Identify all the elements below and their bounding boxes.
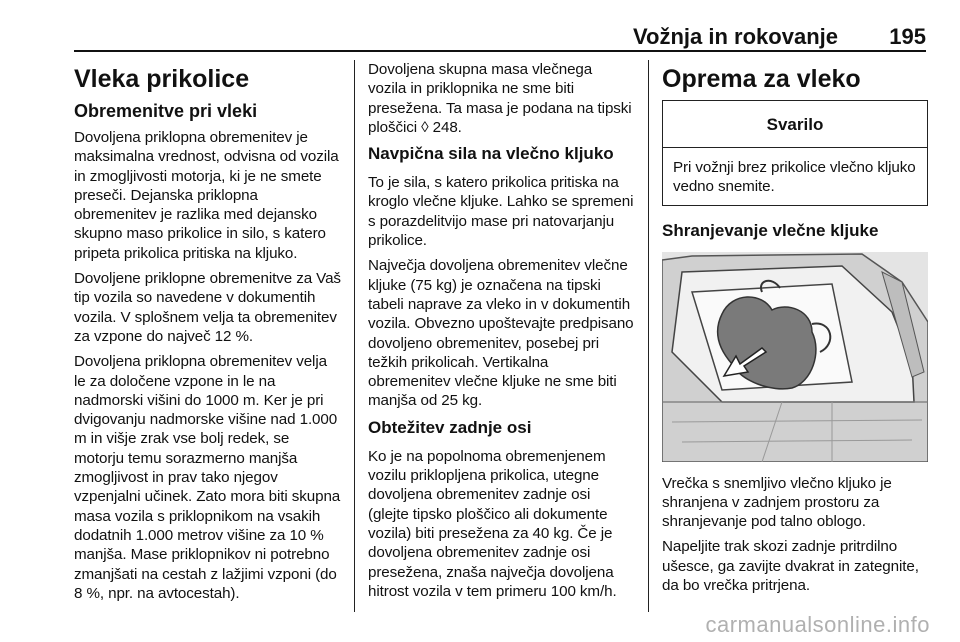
warning-text: Pri vožnji brez prikolice vlečno kljuko vedno snemite. (673, 159, 916, 196)
heading-rear-axle-load: Obtežitev zadnje osi (368, 417, 532, 437)
column-1 (74, 60, 342, 609)
heading-towing: Vleka prikolice (74, 65, 250, 93)
column-divider (648, 60, 649, 612)
heading-towing-equipment: Oprema za vleko (662, 65, 861, 93)
warning-box (662, 100, 928, 206)
heading-vertical-load: Navpična sila na vlečno kljuko (368, 144, 614, 164)
subheading-loads: Obremenitve pri vleki (74, 101, 258, 121)
paragraph: Vrečka s snemljivo vlečno kljuko je shranjena v zadnjem prostoru za shranjevanje pod talno oblogo. (662, 474, 892, 531)
column-3 (662, 60, 928, 601)
warning-body (663, 148, 927, 205)
paragraph: Napeljite trak skozi zadnje pritrdilno ušesce, ga zavijte dvakrat in zategnite, da bo vrečka pritrjena. (662, 538, 919, 595)
paragraph: Dovoljena skupna masa vlečnega vozila in priklopnika ne sme biti presežena. Ta masa je podana na tipski ploščici ◊ 248. (368, 61, 632, 136)
page-header (0, 0, 960, 60)
paragraph: Dovoljena priklopna obremenitev je maksimalna vrednost, odvisna od vozila in zmogljivosti motorja, ki je ne smete preseči. Dejanska priklopna obremenitev je razlika med dejansko skupno maso prikolice in silo, s katero pripeta prikolica pritiska na kljuko. (74, 129, 339, 262)
section-title: Vožnja in rokovanje (633, 24, 838, 49)
paragraph: Dovoljene priklopne obremenitve za Vaš tip vozila so navedene v dokumentih vozila. V splošnem velja ta obremenitev za vzpone do največ 12 %. (74, 270, 341, 345)
heading-storage: Shranjevanje vlečne kljuke (662, 220, 879, 240)
paragraph: Dovoljena priklopna obremenitev velja le za določene vzpone in le na nadmorski višini do 1000 m. Ker je pri dvigovanju nadmorske višine nad 1.000 m in višje zrak vse bolj redek, se motorju temu sorazmerno manjša zmogljivost in prav tako njegov vzpenjalni učinek. Zato mora biti skupna masa vozila s priklopnikom na vsakih dodatnih 1.000 metrov višine za 10 % manjša. Mase priklopnikov ni potrebno zmanjšati na cestah z lažjimi vzponi (do 8 %, npr. na avtocestah). (74, 353, 341, 602)
paragraph: Največja dovoljena obremenitev vlečne kljuke (75 kg) je označena na tipski tabeli naprave za vleko in v dokumentih vozila. Obvezno upoštevajte predpisano dovoljeno obremenitev, posebej pri težkih prikolicah. Vertikalna obremenitev vlečne kljuke ne sme biti manjša od 25 kg. (368, 257, 634, 410)
watermark: carmanualsonline.info (705, 612, 930, 637)
trunk-illustration (662, 252, 928, 462)
page-number: 195 (889, 24, 926, 49)
paragraph: To je sila, s katero prikolica pritiska na kroglo vlečne kljuke. Lahko se spremeni s porazdelitvijo mase pri natovarjanju prikolice. (368, 174, 634, 250)
warning-title: Svarilo (663, 101, 927, 148)
column-2 (368, 60, 634, 607)
paragraph: Ko je na popolnoma obremenjenem vozilu priklopljena prikolica, utegne dovoljena obremenitev zadnje osi (glejte tipsko ploščico ali dokumente vozila) biti presežena za 40 kg. Če je dovoljena obremenitev zadnje osi presežena, znaša največja dovoljena hitrost vozila v tem primeru 100 km/h. (368, 447, 617, 600)
column-divider (354, 60, 355, 612)
trunk-drawing (662, 252, 928, 462)
header-rule (74, 50, 926, 52)
